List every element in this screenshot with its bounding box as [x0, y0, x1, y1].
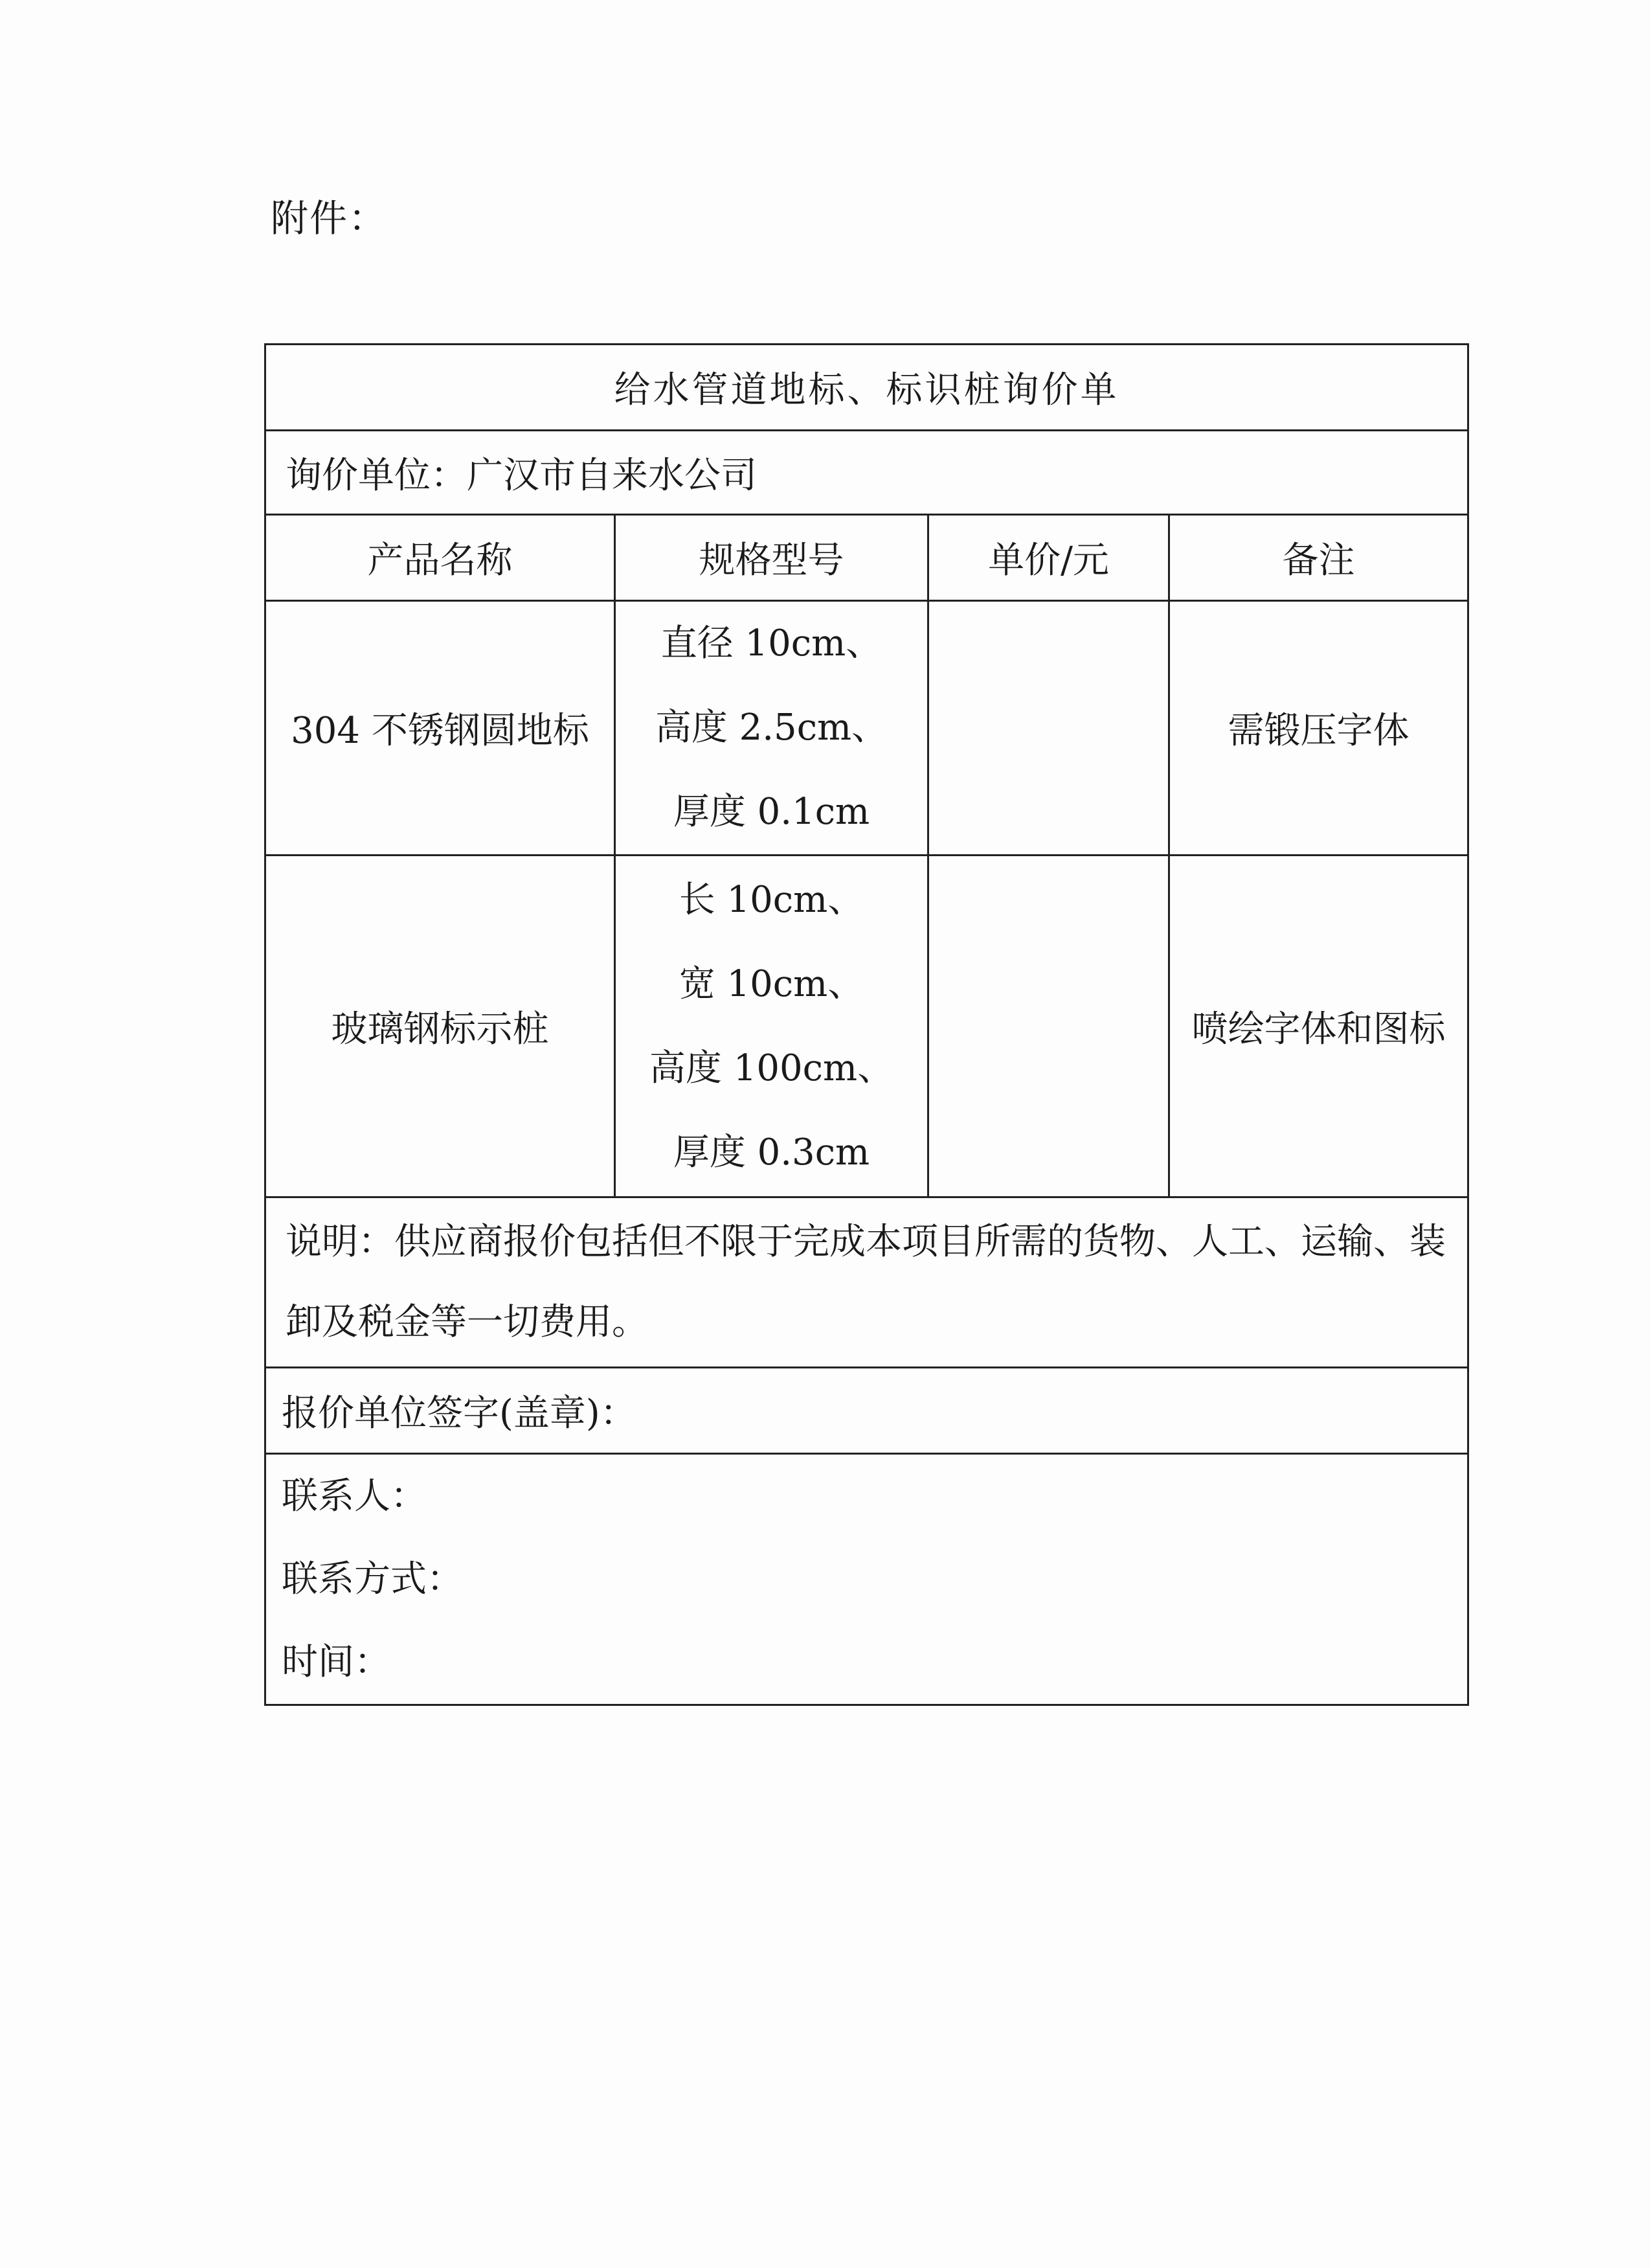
product-name-cell: 玻璃钢标示桩: [265, 856, 615, 1197]
spec-line: 高度 2.5cm、: [655, 707, 888, 749]
contact-method-label[interactable]: 联系方式：: [282, 1558, 463, 1600]
time-label[interactable]: 时间：: [282, 1640, 390, 1683]
note-text: 说明：供应商报价包括但不限于完成本项目所需的货物、人工、运输、装卸及税金等一切费用。: [265, 1197, 1468, 1368]
remarks-cell: 需锻压字体: [1169, 601, 1468, 856]
attachment-label: 附件：: [271, 196, 388, 240]
header-product-name: 产品名称: [265, 515, 615, 601]
spec-line: 厚度 0.1cm: [673, 791, 870, 833]
table-row: [265, 601, 1468, 856]
spec-line: 直径 10cm、: [660, 622, 882, 664]
spec-line: 高度 100cm、: [649, 1047, 894, 1089]
inquiry-form-table: [264, 343, 1469, 1706]
spec-cell: [615, 601, 928, 856]
remarks-cell: 喷绘字体和图标: [1169, 856, 1468, 1197]
contact-block: [265, 1454, 1468, 1705]
contact-person-label[interactable]: 联系人：: [282, 1475, 427, 1517]
spec-line: 宽 10cm、: [679, 962, 864, 1005]
signature-label[interactable]: 报价单位签字(盖章)：: [265, 1368, 1468, 1454]
unit-price-cell[interactable]: [928, 601, 1169, 856]
spec-line: 长 10cm、: [679, 878, 864, 921]
unit-price-cell[interactable]: [928, 856, 1169, 1197]
inquiry-unit: 询价单位：广汉市自来水公司: [265, 431, 1468, 515]
spec-line: 厚度 0.3cm: [673, 1131, 870, 1174]
product-name-cell: 304 不锈钢圆地标: [265, 601, 615, 856]
table-row: [265, 856, 1468, 1197]
form-title: 给水管道地标、标识桩询价单: [265, 345, 1468, 431]
spec-cell: [615, 856, 928, 1197]
header-unit-price: 单价/元: [928, 515, 1169, 601]
header-remarks: 备注: [1169, 515, 1468, 601]
header-spec: 规格型号: [615, 515, 928, 601]
